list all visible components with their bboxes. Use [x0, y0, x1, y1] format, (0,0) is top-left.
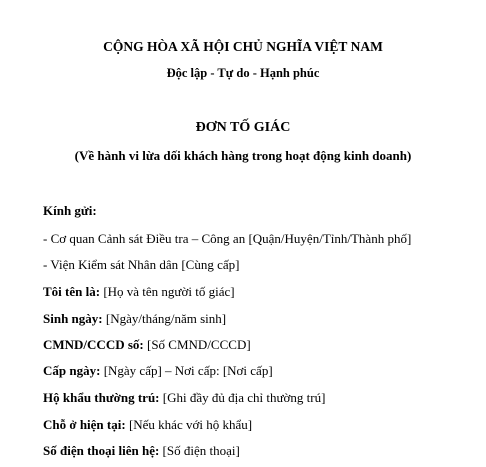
field-value: [Nếu khác với hộ khẩu] — [125, 417, 253, 432]
field-value: [Ghi đầy đủ địa chỉ thường trú] — [159, 390, 326, 405]
document-title: ĐƠN TỐ GIÁC — [195, 120, 291, 135]
field-issue-date — [43, 363, 273, 379]
field-value: [Số điện thoại] — [159, 443, 240, 458]
recipient-item: - Cơ quan Cảnh sát Điều tra – Công an [Quận/Huyện/Tỉnh/Thành phố] — [43, 231, 412, 246]
recipient-item: - Viện Kiểm sát Nhân dân [Cùng cấp] — [43, 257, 240, 272]
field-permanent-residence — [43, 390, 325, 406]
field-label: CMND/CCCD số: — [43, 337, 144, 352]
field-label: Cấp ngày: — [43, 363, 101, 378]
field-label: Hộ khẩu thường trú: — [43, 390, 160, 405]
field-id-number — [43, 337, 251, 353]
field-label: Sinh ngày: — [43, 311, 103, 326]
field-full-name — [43, 284, 235, 300]
national-title: CỘNG HÒA XÃ HỘI CHỦ NGHĨA VIỆT NAM — [103, 39, 383, 54]
motto: Độc lập - Tự do - Hạnh phúc — [166, 66, 320, 80]
field-value: [Số CMND/CCCD] — [143, 337, 251, 352]
field-value: [Họ và tên người tố giác] — [100, 284, 235, 299]
field-label: Chỗ ở hiện tại: — [43, 417, 126, 432]
field-value: [Ngày cấp] – Nơi cấp: [Nơi cấp] — [100, 363, 273, 378]
field-birth-date — [43, 311, 226, 327]
recipient-label: Kính gửi: — [43, 203, 97, 218]
field-label: Số điện thoại liên hệ: — [43, 443, 160, 458]
document-subtitle: (Về hành vi lừa dối khách hàng trong hoạt động kinh doanh) — [74, 148, 412, 163]
field-label: Tôi tên là: — [43, 284, 101, 299]
field-current-address — [43, 417, 252, 433]
field-phone-number — [43, 443, 240, 459]
field-value: [Ngày/tháng/năm sinh] — [102, 311, 227, 326]
